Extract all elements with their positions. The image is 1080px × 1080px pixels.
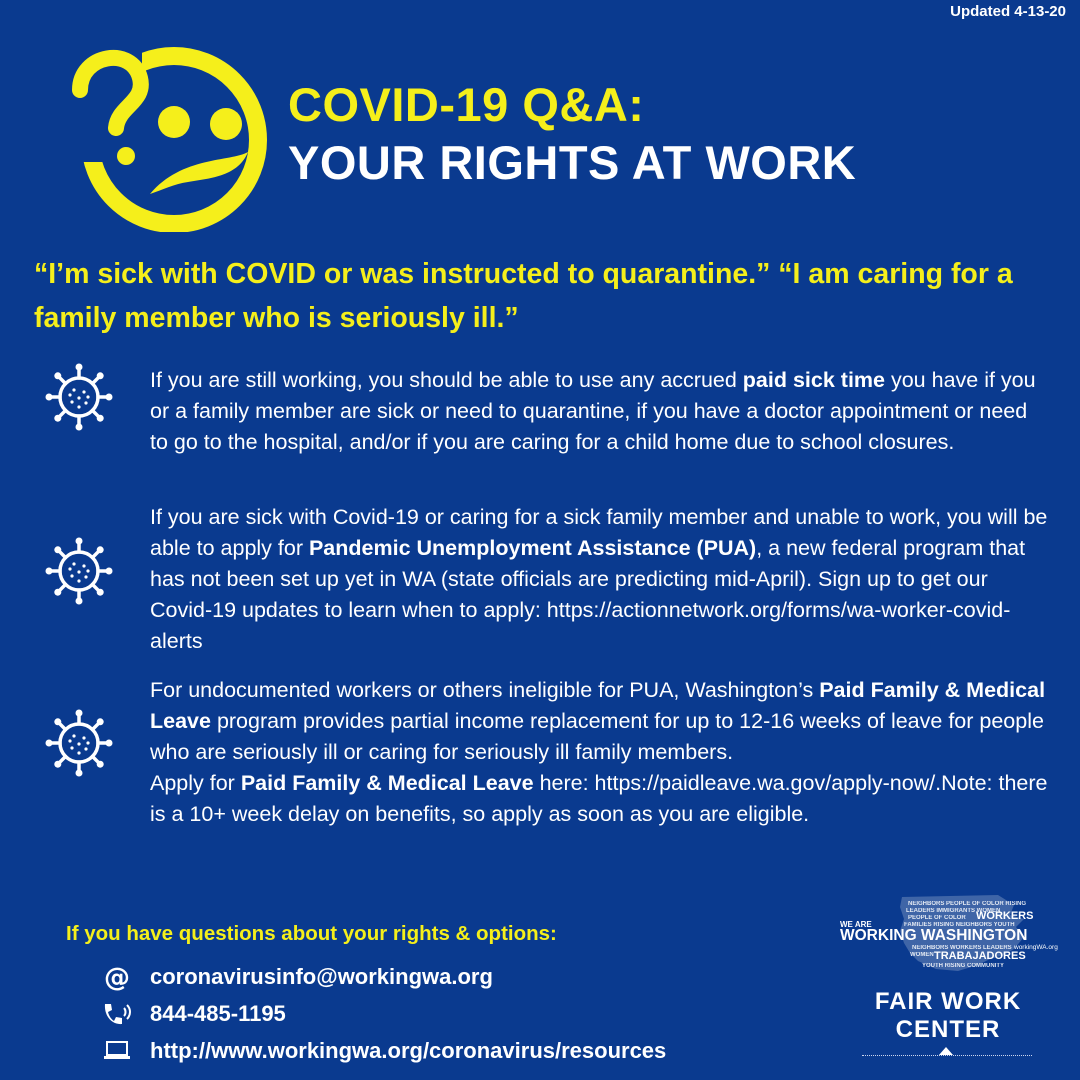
virus-icon — [44, 708, 114, 778]
svg-text:YOUTH RISING COMMUNITY: YOUTH RISING COMMUNITY — [922, 963, 1004, 969]
working-washington-logo — [838, 893, 1060, 975]
title-line-2: YOUR RIGHTS AT WORK — [288, 136, 857, 189]
contact-phone-link[interactable]: 844-485-1195 — [150, 1001, 286, 1026]
svg-text:NEIGHBORS PEOPLE OF COLOR RISI: NEIGHBORS PEOPLE OF COLOR RISING — [908, 901, 1027, 907]
title-line-1: COVID-19 Q&A: — [288, 78, 645, 131]
quote-heading: “I’m sick with COVID or was instructed to quarantine.” “I am caring for a family member who is seriously ill.” — [34, 258, 1013, 334]
fwc-line-1: FAIR WORK — [874, 988, 1022, 1015]
contact-phone-row — [100, 999, 286, 1029]
workingwa-url-text: workingWA.org — [1014, 944, 1058, 951]
phone-icon — [100, 999, 134, 1029]
virus-icon — [44, 536, 114, 606]
laptop-icon — [100, 1036, 134, 1066]
virus-icon — [44, 362, 114, 432]
pua-paragraph: If you are sick with Covid-19 or caring for a sick family member and unable to work, you will be able to apply for Pandemic Unemployment Assistance (PUA), a new federal program that has not been set up yet in WA (state officials are predicting mid-April). Sign up to get our Covid-19 updates to learn when to apply: https://actionnetwork.org/forms/wa-worker-covid-alerts — [150, 505, 1048, 653]
svg-text:PEOPLE OF COLOR: PEOPLE OF COLOR — [908, 915, 966, 921]
we-are-text: WE ARE — [840, 920, 872, 929]
fwc-triangle-icon — [939, 1047, 953, 1055]
svg-text:LEADERS IMMIGRANTS WOMEN: LEADERS IMMIGRANTS WOMEN — [906, 908, 1001, 914]
svg-text:TRABAJADORES: TRABAJADORES — [934, 950, 1026, 962]
working-washington-text: WORKING WASHINGTON — [840, 927, 1028, 944]
svg-text:FAMILIES RISING NEIGHBORS YOUT: FAMILIES RISING NEIGHBORS YOUTH — [904, 922, 1015, 928]
contact-email-link[interactable]: coronavirusinfo@workingwa.org — [150, 964, 493, 989]
paid-sick-time-paragraph: If you are still working, you should be able to use any accrued paid sick time you have if you or a family member are sick or need to quarantine, if you have a doctor appointment or need to go to the hospital, and/or if you are caring for a child home due to school closures. — [150, 368, 1036, 454]
fwc-divider — [862, 1055, 1032, 1056]
confused-face-icon — [62, 32, 282, 232]
updated-date: Updated 4-13-20 — [950, 3, 1066, 20]
contact-email-row — [100, 962, 493, 992]
page-title — [288, 76, 856, 192]
fair-work-center-logo — [860, 988, 1036, 1044]
at-sign-icon — [100, 962, 134, 992]
contact-web-row — [100, 1036, 666, 1066]
svg-text:@: @ — [104, 963, 130, 991]
svg-text:NEIGHBORS WORKERS LEADERS: NEIGHBORS WORKERS LEADERS — [912, 945, 1012, 951]
fwc-line-2: CENTER — [895, 1016, 1001, 1043]
svg-text:WORKERS: WORKERS — [976, 910, 1034, 922]
pfml-paragraph: For undocumented workers or others ineligible for PUA, Washington’s Paid Family & Medical Leave program provides partial income replacement for up to 12-16 weeks of leave for people who are seriously ill or caring for seriously ill family members. Apply for Paid Family & Medical Leave here: https://paidleave.wa.gov/apply-now/.Note: there is a 10+ week delay on benefits, so apply as soon as you are eligible. — [150, 678, 1048, 826]
contact-web-link[interactable]: http://www.workingwa.org/coronavirus/resources — [150, 1038, 667, 1063]
svg-text:WOMEN: WOMEN — [910, 952, 934, 958]
contact-heading: If you have questions about your rights & options: — [66, 922, 557, 945]
